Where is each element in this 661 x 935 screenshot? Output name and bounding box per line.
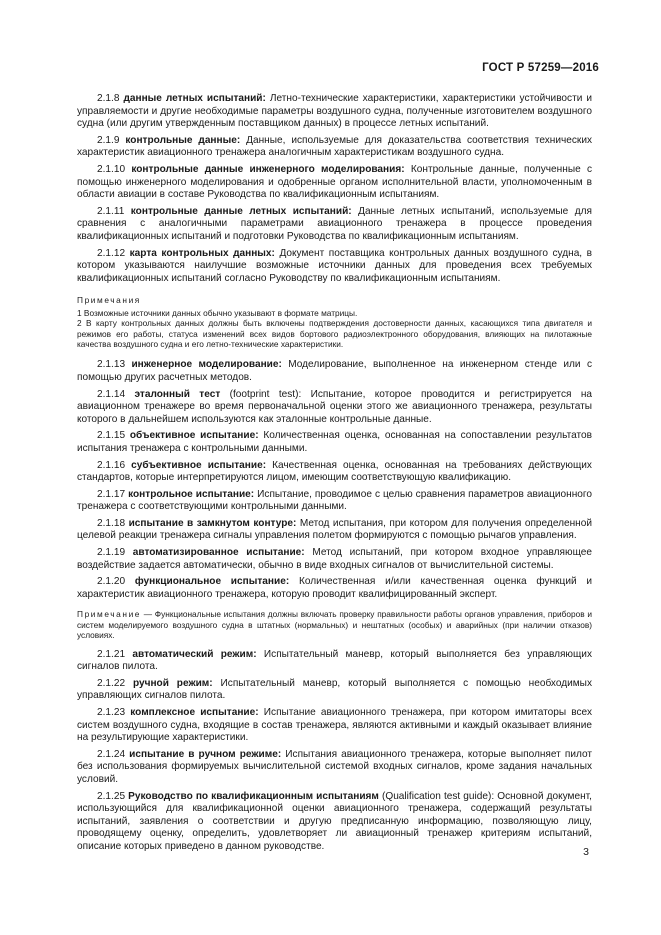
definition-entry: [77, 576, 592, 601]
term: комплексное испытание:: [130, 707, 259, 719]
definition-entry: [77, 518, 592, 543]
clause-number: 2.1.12: [97, 247, 126, 259]
term: контрольные данные:: [125, 134, 241, 146]
term: ручной режим:: [132, 677, 213, 689]
document-body: [77, 93, 592, 858]
definition-entry: [77, 206, 592, 244]
definition-entry: [77, 678, 592, 703]
clause-number: 2.1.21: [97, 648, 126, 660]
inline-note-text: — Функциональные испытания должны включать проверку правильности работы органов управления, приборов и систем моделируемого воздушного судна в штатных (нормальных) и нештатных (особых) и аварийных (при наличии отказов) условиях.: [77, 609, 592, 641]
term: испытание в ручном режиме:: [129, 748, 282, 760]
clause-number: 2.1.25: [97, 790, 126, 802]
clause-number: 2.1.20: [97, 576, 126, 588]
definition-entry: [77, 649, 592, 674]
notes-block: [77, 295, 592, 349]
definition-text: Метод испытания, при котором для получения определенной целевой реакции тренажера сигналы управления полетом формируются с помощью рычагов управления.: [77, 517, 592, 542]
definition-text: Документ поставщика контрольных данных воздушного судна, в котором указываются наилучшие возможные источники данных для проведения всех требуемых квалификационных испытаний согласно Руководству по квалификационным испытаниям.: [77, 247, 593, 284]
term: субъективное испытание:: [131, 459, 267, 471]
term: функциональное испытание:: [134, 576, 290, 588]
clause-number: 2.1.19: [97, 547, 126, 559]
definition-entry: [77, 547, 592, 572]
note-item: 1 Возможные источники данных обычно указывают в формате матрицы.: [77, 307, 358, 318]
term: испытание в замкнутом контуре:: [128, 517, 297, 529]
definition-text: Испытание, проводимое с целью сравнения параметров авиационного тренажера с соответствующими контрольными данными.: [77, 488, 592, 513]
definition-entry: [77, 248, 592, 286]
definition-entry: [77, 707, 592, 745]
definition-entry: [77, 164, 592, 202]
term: контрольные данные летных испытаний:: [130, 205, 352, 217]
clause-number: 2.1.23: [97, 707, 126, 719]
definitions-group-a: [77, 93, 592, 285]
definition-text: Контрольные данные, полученные с помощью инженерного моделирования и одобренные органом исполнительной власти, уполномоченным в области авиации в составе Руководства по квалификационным испытаниям.: [77, 163, 592, 201]
term: карта контрольных данных:: [129, 247, 275, 259]
definitions-group-b: [77, 359, 592, 601]
term: данные летных испытаний:: [123, 93, 266, 104]
page-number: 3: [583, 846, 589, 858]
clause-number: 2.1.9: [97, 134, 120, 146]
definition-entry: [77, 135, 592, 160]
term: Руководство по квалификационным испытаниям: [128, 790, 379, 802]
term: эталонный тест: [134, 388, 221, 400]
clause-number: 2.1.18: [97, 517, 126, 529]
definition-text: Летно-технические характеристики, характеристики устойчивости и управляемости и другие необходимые параметры воздушного судна, полученные изготовителем воздушного судна (или другим утвержденным поставщиком данных) в процессе летных испытаний.: [77, 93, 592, 130]
definition-entry: [77, 791, 592, 854]
definition-text: Испытания авиационного тренажера, которые выполняет пилот без использования формируемых вычислительной системой входных сигналов, кроме задания начальных условий.: [77, 748, 592, 785]
definition-text: Моделирование, выполненное на инженерном стенде или с помощью других расчетных методов.: [77, 359, 592, 383]
definition-entry: [77, 93, 592, 131]
definitions-group-c: [77, 649, 592, 854]
term: автоматизированное испытание:: [132, 547, 305, 559]
standard-designation: ГОСТ Р 57259—2016: [482, 62, 599, 74]
definition-text: Испытательный маневр, который выполняется с помощью необходимых управляющих сигналов пилота.: [77, 677, 592, 702]
clause-number: 2.1.17: [97, 488, 126, 500]
clause-number: 2.1.24: [97, 748, 126, 760]
clause-number: 2.1.14: [97, 388, 126, 400]
notes-title: Примечания: [77, 295, 141, 306]
term: контрольное испытание:: [128, 488, 255, 500]
clause-number: 2.1.8: [97, 93, 120, 104]
clause-number: 2.1.13: [97, 359, 126, 371]
definition-text: (footprint test): Испытание, которое проводится и регистрируется на авиационном тренажере во время первоначальной оценки этого же авиационного тренажера, результаты которого в дальнейшем используются как эталонные контрольные данные.: [77, 388, 593, 425]
term: автоматический режим:: [132, 648, 257, 660]
definition-text: Испытательный маневр, который выполняется без управляющих сигналов пилота.: [77, 648, 592, 673]
definition-text: (Qualification test guide): Основной документ, использующийся для квалификационной оценки авиационного тренажера, содержащий результаты испытаний, заявления о соответствии и другую предписанную информацию, позволяющую лицу, проводящему оценку, определить, удовлетворяет ли авиационный тренажер критериям испытаний, описание которых приведено в данном руководстве.: [77, 790, 592, 852]
definition-entry: [77, 749, 592, 787]
clause-number: 2.1.10: [97, 163, 126, 175]
term: объективное испытание:: [129, 430, 259, 442]
inline-note-label: Примечание: [77, 609, 142, 620]
definition-entry: [77, 359, 592, 384]
definition-entry: [77, 430, 592, 455]
note-item: 2 В карту контрольных данных должны быть включены подтверждения достоверности данных, касающихся типа двигателя и режимов его работы, статуса изменений всех видов бортового радиоэлектронного оборудования, влияющих на пилотажные качества воздушного судна и его летно-технические характеристики.: [77, 318, 592, 349]
definition-text: Данные, используемые для доказательства соответствия технических характеристик авиационного тренажера аналогичным характеристикам воздушного судна.: [77, 134, 593, 159]
definition-text: Данные летных испытаний, используемые для сравнения с аналогичными параметрами авиационного тренажера в процессе проведения квалификационных испытаний и подготовки Руководства по квалификационным испытаниям.: [77, 205, 592, 242]
definition-entry: [77, 489, 592, 514]
clause-number: 2.1.15: [97, 430, 126, 442]
definition-text: Испытание авиационного тренажера, при котором имитаторы всех систем воздушного судна, входящие в состав тренажера, являются активными и каждый оказывает влияние на результирующие характеристики.: [77, 707, 592, 744]
inline-note: [77, 609, 592, 640]
clause-number: 2.1.22: [97, 677, 126, 689]
term: инженерное моделирование:: [131, 359, 282, 371]
clause-number: 2.1.16: [97, 459, 126, 471]
term: контрольные данные инженерного моделирования:: [131, 163, 405, 175]
definition-text: Количественная и/или качественная оценка функций и характеристик авиационного тренажера, которую проводит квалифицированный эксперт.: [77, 576, 592, 600]
definition-entry: [77, 389, 592, 427]
clause-number: 2.1.11: [97, 205, 125, 217]
definition-entry: [77, 460, 592, 485]
definition-text: Количественная оценка, основанная на сопоставлении результатов испытания тренажера с контрольными данными.: [77, 430, 592, 454]
definition-text: Метод испытаний, при котором входное управляющее воздействие задается автоматически, обычно в виде входных сигналов от вычислительной системы.: [77, 547, 593, 571]
definition-text: Качественная оценка, основанная на требованиях действующих стандартов, которые интерпретируются лицом, имеющим соответствующую квалификацию.: [77, 459, 592, 484]
